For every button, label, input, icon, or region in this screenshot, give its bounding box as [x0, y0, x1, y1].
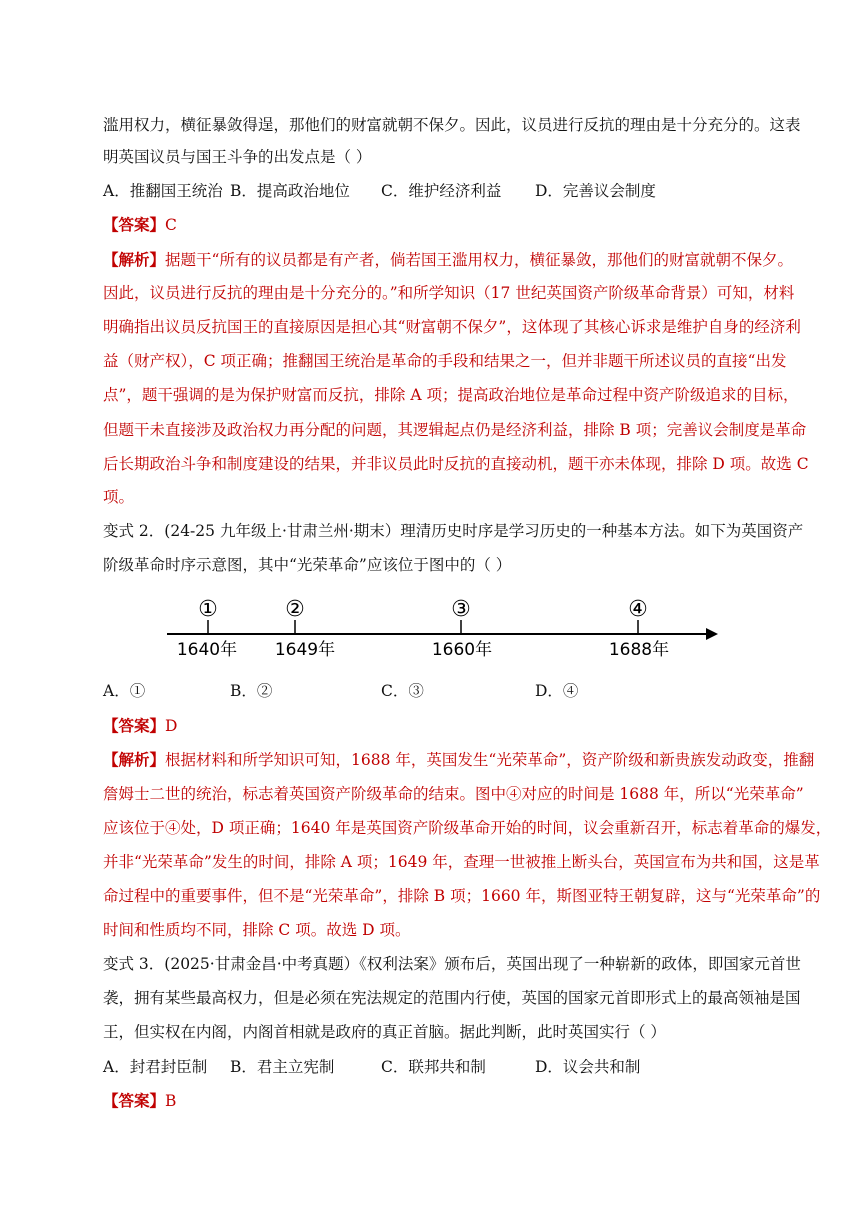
option-b: B．②	[230, 682, 273, 700]
analysis-line: 詹姆士二世的统治，标志着英国资产阶级革命的结束。图中④对应的时间是 1688 年，所以“光荣革命”	[103, 785, 804, 803]
analysis-line	[103, 250, 793, 270]
analysis-tag: 【解析】	[103, 750, 166, 769]
timeline-year-3: 1660年	[431, 640, 493, 660]
options-row	[103, 181, 763, 201]
analysis-line: 时间和性质均不同，排除 C 项。故选 D 项。	[103, 921, 411, 939]
analysis-line: 明确指出议员反抗国王的直接原因是担心其“财富朝不保夕”，这体现了其核心诉求是维护自身的经济利	[103, 318, 801, 336]
question-stem-line: 变式 3．(2025·甘肃金昌·中考真题）《权利法案》颁布后，英国出现了一种崭新的政体，即国家元首世	[103, 955, 801, 973]
answer-tag: 【答案】	[103, 716, 166, 735]
answer-value: D	[165, 717, 178, 735]
analysis-text: 根据材料和所学知识可知，1688 年，英国发生“光荣革命”，资产阶级和新贵族发动政变，推翻	[165, 751, 815, 769]
answer-tag: 【答案】	[103, 215, 166, 234]
timeline-year-4: 1688年	[608, 640, 670, 660]
option-b: B．君主立宪制	[230, 1058, 335, 1076]
options-row	[103, 1057, 763, 1077]
question-stem-line: 滥用权力，横征暴敛得逞，那他们的财富就朝不保夕。因此，议员进行反抗的理由是十分充分的。这表	[103, 116, 801, 134]
analysis-line: 项。	[103, 488, 135, 506]
option-c: C．联邦共和制	[381, 1058, 486, 1076]
question-stem-line: 明英国议员与国王斗争的出发点是（ ）	[103, 148, 372, 166]
timeline-diagram	[150, 588, 730, 668]
analysis-line: 点”，题干强调的是为保护财富而反抗，排除 A 项；提高政治地位是革命过程中资产阶级追求的目标，	[103, 386, 799, 404]
question-stem-line: 王，但实权在内阁，内阁首相就是政府的真正首脑。据此判断，此时英国实行（ ）	[103, 1023, 666, 1041]
analysis-line: 因此，议员进行反抗的理由是十分充分的。”和所学知识（17 世纪英国资产阶级革命背景）可知，材料	[103, 284, 795, 302]
analysis-line: 应该位于④处，D 项正确；1640 年是英国资产阶级革命开始的时间，议会重新召开，标志着革命的爆发，	[103, 819, 832, 837]
analysis-line: 并非“光荣革命”发生的时间，排除 A 项；1649 年，查理一世被推上断头台，英国宣布为共和国，这是革	[103, 853, 820, 871]
answer-line	[103, 1091, 176, 1111]
answer-value: C	[165, 216, 177, 234]
analysis-text: 据题干“所有的议员都是有产者，倘若国王滥用权力，横征暴敛，那他们的财富就朝不保夕。	[165, 251, 793, 269]
timeline-year-2: 1649年	[274, 640, 336, 660]
analysis-line: 命过程中的重要事件，但不是“光荣革命”，排除 B 项；1660 年，斯图亚特王朝复辟，这与“光荣革命”的	[103, 887, 821, 905]
analysis-line: 后长期政治斗争和制度建设的结果，并非议员此时反抗的直接动机，题干亦未体现，排除 D 项。故选 C	[103, 455, 809, 473]
option-c: C．维护经济利益	[381, 182, 502, 200]
answer-line	[103, 716, 177, 736]
analysis-line	[103, 750, 814, 770]
option-a: A．封君封臣制	[103, 1058, 208, 1076]
question-stem-line: 阶级革命时序示意图，其中“光荣革命”应该位于图中的（ ）	[103, 556, 512, 574]
analysis-line: 但题干未直接涉及政治权力再分配的问题，其逻辑起点仍是经济利益，排除 B 项；完善议会制度是革命	[103, 421, 807, 439]
option-a: A．推翻国王统治	[103, 182, 223, 200]
timeline-year-1: 1640年	[176, 640, 238, 660]
analysis-line: 益（财产权），C 项正确；推翻国王统治是革命的手段和结果之一，但并非题干所述议员的直接“出发	[103, 352, 787, 370]
option-a: A．①	[103, 682, 146, 700]
answer-value: B	[165, 1092, 177, 1110]
question-stem-line: 袭，拥有某些最高权力，但是必须在宪法规定的范围内行使，英国的国家元首即形式上的最高领袖是国	[103, 989, 801, 1007]
answer-line	[103, 215, 177, 235]
timeline-marker-1: ①	[198, 597, 218, 622]
option-d: D．完善议会制度	[535, 182, 656, 200]
option-d: D．议会共和制	[535, 1058, 641, 1076]
timeline-marker-3: ③	[451, 597, 471, 622]
timeline-marker-4: ④	[628, 597, 648, 622]
option-b: B．提高政治地位	[230, 182, 350, 200]
timeline-marker-2: ②	[285, 597, 305, 622]
question-stem-line: 变式 2．(24-25 九年级上·甘肃兰州·期末）理清历史时序是学习历史的一种基本方法。如下为英国资产	[103, 522, 804, 540]
option-c: C．③	[381, 682, 424, 700]
answer-tag: 【答案】	[103, 1091, 166, 1110]
options-row	[103, 681, 763, 701]
analysis-tag: 【解析】	[103, 250, 166, 269]
option-d: D．④	[535, 682, 579, 700]
timeline-arrow-head	[706, 628, 718, 640]
